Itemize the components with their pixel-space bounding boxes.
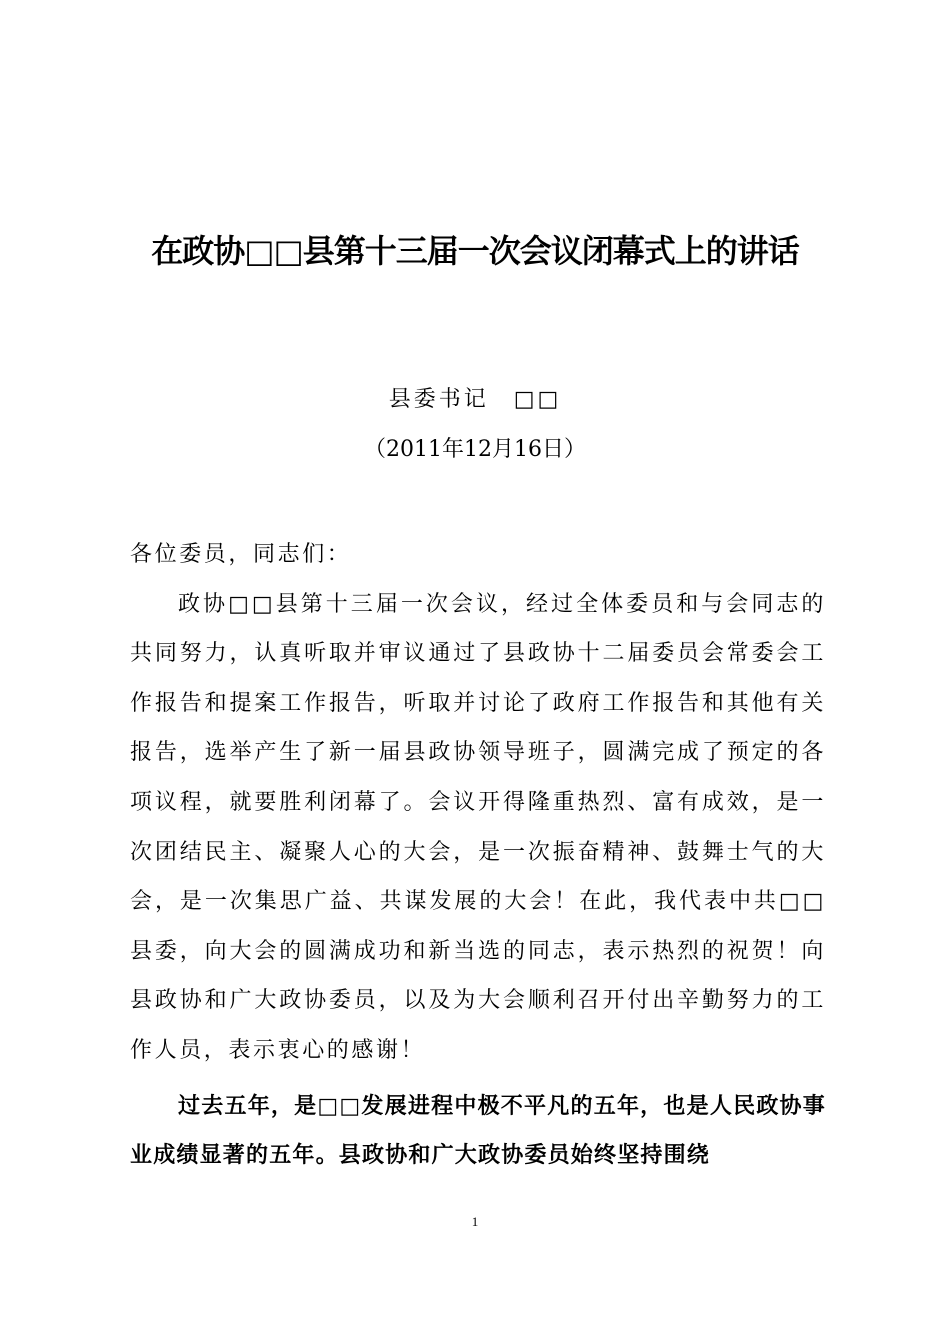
salutation: 各位委员，同志们： — [130, 542, 352, 567]
paragraph-2: 过去五年，是□□发展进程中极不平凡的五年，也是人民政协事业成绩显著的五年。县政协和广大政协委员始终坚持围绕 — [130, 1093, 826, 1169]
author-line: 县委书记 □□ — [388, 387, 562, 412]
document-body — [130, 530, 826, 1181]
page-number: 1 — [471, 1214, 479, 1229]
document-title: 在政协□□县第十三届一次会议闭幕式上的讲话 — [151, 232, 799, 270]
speech-date: （2011年12月16日） — [364, 437, 586, 462]
paragraph-1: 政协□□县第十三届一次会议，经过全体委员和与会同志的共同努力，认真听取并审议通过了县政协十二届委员会常委会工作报告和提案工作报告，听取并讨论了政府工作报告和其他有关报告，选举产生了新一届县政协领导班子，圆满完成了预定的各项议程，就要胜利闭幕了。会议开得隆重热烈、富有成效，是一次团结民主、凝聚人心的大会，是一次振奋精神、鼓舞士气的大会，是一次集思广益、共谋发展的大会！在此，我代表中共□□县委，向大会的圆满成功和新当选的同志，表示热烈的祝贺！向县政协和广大政协委员，以及为大会顺利召开付出辛勤努力的工作人员，表示衷心的感谢！ — [130, 591, 826, 1063]
